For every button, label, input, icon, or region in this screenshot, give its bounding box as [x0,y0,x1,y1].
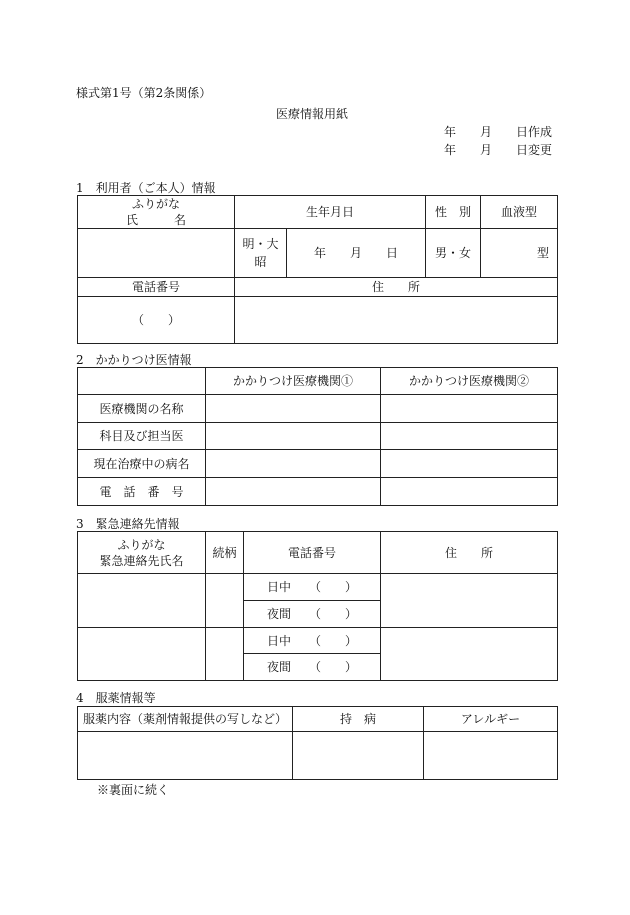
clinic2-phone-field[interactable] [381,478,558,506]
clinic1-doctor-field[interactable] [206,423,381,450]
corner-cell [78,368,206,395]
row-label: 電 話 番 号 [78,478,206,506]
page-title: 医療情報用紙 [276,107,349,121]
clinic2-disease-field[interactable] [381,450,558,478]
medication-table [77,706,558,780]
row-label: 科目及び担当医 [78,423,206,450]
continued-note: ※裏面に続く [97,783,170,797]
phone-label: 電話番号 [78,278,235,297]
address-label: 住 所 [235,278,558,297]
clinic2-doctor-field[interactable] [381,423,558,450]
section4-heading: 4 服薬情報等 [76,691,156,705]
allergy-label: アレルギー [424,707,558,732]
section3-heading: 3 緊急連絡先情報 [76,517,180,531]
clinic1-disease-field[interactable] [206,450,381,478]
birth-label: 生年月日 [235,196,426,229]
emergency-contact-table [77,531,558,681]
blood-label: 血液型 [481,196,558,229]
contact-name-label: 緊急連絡先氏名 [99,553,184,568]
sex-label: 性 別 [426,196,481,229]
medication-field[interactable] [78,732,293,780]
illness-field[interactable] [293,732,424,780]
birthdate-field[interactable]: 年 月 日 [287,229,426,278]
contact2-address-field[interactable] [381,628,558,681]
blood-field[interactable]: 型 [481,229,558,278]
address-field[interactable] [235,297,558,344]
allergy-field[interactable] [424,732,558,780]
medication-label: 服薬内容（薬剤情報提供の写しなど） [78,707,293,732]
contact2-day-phone[interactable]: 日中 （ ） [244,628,381,654]
contact-phone-label: 電話番号 [244,532,381,574]
row-label: 現在治療中の病名 [78,450,206,478]
contact-address-label: 住 所 [381,532,558,574]
section1-heading: 1 利用者（ご本人）情報 [76,181,216,195]
name-label: 氏 名 [125,213,186,227]
section2-heading: 2 かかりつけ医情報 [76,353,192,367]
date-changed: 年 月 日変更 [444,143,553,157]
contact2-relation-field[interactable] [206,628,244,681]
furigana-label: ふりがな [117,537,166,552]
doctor-info-table [77,367,558,506]
clinic1-header: かかりつけ医療機関① [206,368,381,395]
date-created: 年 月 日作成 [444,125,553,139]
row-label: 医療機関の名称 [78,395,206,423]
contact1-address-field[interactable] [381,574,558,628]
contact-name-label-cell [78,532,206,574]
clinic2-header: かかりつけ医療機関② [381,368,558,395]
contact1-name-field[interactable] [78,574,206,628]
clinic2-name-field[interactable] [381,395,558,423]
contact2-night-phone[interactable]: 夜間 （ ） [244,654,381,681]
relation-label: 続柄 [206,532,244,574]
sex-field[interactable]: 男・女 [426,229,481,278]
contact2-name-field[interactable] [78,628,206,681]
name-label-cell [78,196,235,229]
clinic1-name-field[interactable] [206,395,381,423]
contact1-night-phone[interactable]: 夜間 （ ） [244,601,381,628]
contact1-relation-field[interactable] [206,574,244,628]
clinic1-phone-field[interactable] [206,478,381,506]
form-number: 様式第1号（第2条関係） [76,86,212,100]
illness-label: 持 病 [293,707,424,732]
name-field[interactable] [78,229,235,278]
user-info-table [77,195,558,344]
era-field[interactable]: 明・大 昭 [235,229,287,278]
phone-field[interactable]: （ ） [78,297,235,344]
contact1-day-phone[interactable]: 日中 （ ） [244,574,381,601]
furigana-label: ふりがな [131,197,180,211]
